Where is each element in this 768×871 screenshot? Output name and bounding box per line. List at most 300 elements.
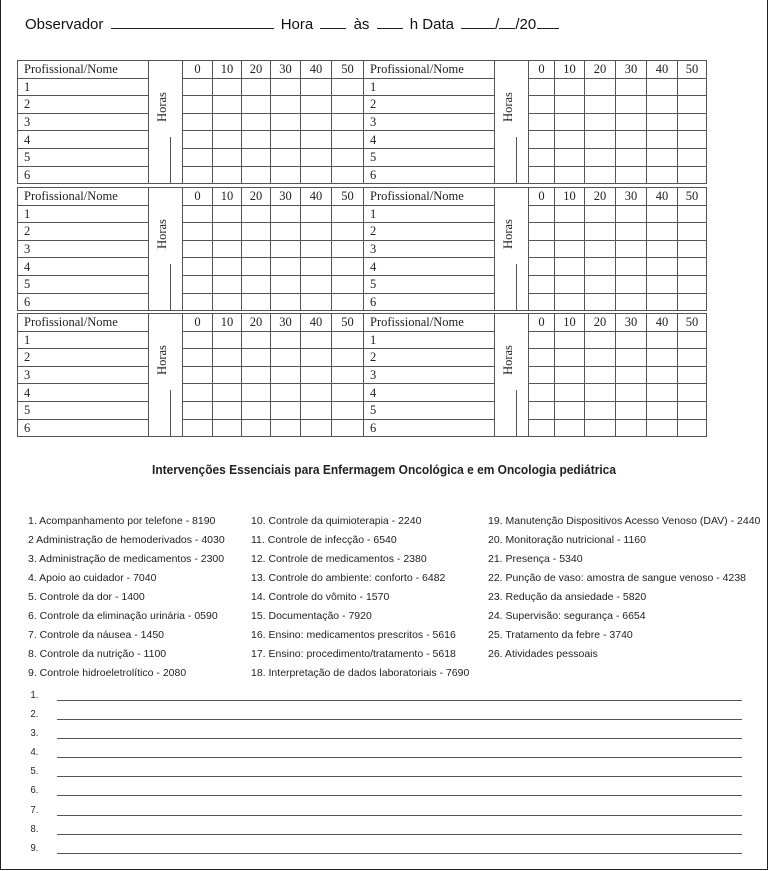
time-slot-cell[interactable] [529, 223, 555, 241]
time-slot-cell[interactable] [242, 148, 271, 166]
time-slot-cell[interactable] [183, 223, 213, 241]
time-slot-cell[interactable] [678, 166, 707, 184]
horas-label: Horas [155, 345, 170, 375]
table-row [18, 240, 364, 258]
time-slot-cell[interactable] [271, 166, 301, 184]
time-slot-cell[interactable] [242, 113, 271, 131]
time-slot-cell[interactable] [213, 419, 242, 437]
professional-name-cell[interactable]: 3 [18, 113, 149, 131]
table-row [364, 131, 707, 149]
time-slot-cell[interactable] [678, 205, 707, 223]
time-slot-cell[interactable] [529, 275, 555, 293]
time-slot-cell[interactable] [301, 113, 332, 131]
time-slot-cell[interactable] [647, 366, 678, 384]
time-slot-cell[interactable] [555, 223, 585, 241]
time-slot-cell[interactable] [616, 96, 647, 114]
time-slot-cell[interactable] [529, 148, 555, 166]
time-slot-cell[interactable] [616, 205, 647, 223]
time-slot-cell[interactable] [616, 148, 647, 166]
time-slot-cell[interactable] [678, 366, 707, 384]
professional-name-cell[interactable]: 5 [364, 275, 495, 293]
time-column-header: 50 [678, 314, 707, 332]
time-slot-cell[interactable] [647, 401, 678, 419]
time-slot-cell[interactable] [585, 131, 616, 149]
professional-name-cell[interactable]: 5 [18, 275, 149, 293]
time-slot-cell[interactable] [213, 366, 242, 384]
time-slot-cell[interactable] [555, 366, 585, 384]
time-slot-cell[interactable] [271, 331, 301, 349]
time-slot-cell[interactable] [332, 384, 364, 402]
professional-name-cell[interactable]: 5 [364, 148, 495, 166]
time-slot-cell[interactable] [332, 419, 364, 437]
intervention-item: 20. Monitoração nutricional - 1160 [488, 534, 646, 546]
professional-name-cell[interactable]: 2 [18, 349, 149, 367]
time-slot-cell[interactable] [585, 419, 616, 437]
note-write-line[interactable] [57, 757, 742, 758]
time-slot-cell[interactable] [301, 258, 332, 276]
time-column-header: 20 [585, 188, 616, 206]
time-slot-cell[interactable] [678, 275, 707, 293]
professional-name-cell[interactable]: 4 [364, 384, 495, 402]
time-slot-cell[interactable] [555, 331, 585, 349]
time-slot-cell[interactable] [529, 205, 555, 223]
time-slot-cell[interactable] [555, 96, 585, 114]
time-slot-cell[interactable] [213, 401, 242, 419]
professional-name-cell[interactable]: 2 [364, 223, 495, 241]
time-slot-cell[interactable] [678, 96, 707, 114]
time-slot-cell[interactable] [585, 275, 616, 293]
professional-name-cell[interactable]: 1 [364, 78, 495, 96]
professional-name-cell[interactable]: 1 [18, 205, 149, 223]
time-slot-cell[interactable] [332, 258, 364, 276]
time-slot-cell[interactable] [555, 240, 585, 258]
time-slot-cell[interactable] [555, 258, 585, 276]
time-slot-cell[interactable] [332, 78, 364, 96]
time-slot-cell[interactable] [332, 366, 364, 384]
time-slot-cell[interactable] [271, 349, 301, 367]
time-slot-cell[interactable] [529, 258, 555, 276]
time-slot-cell[interactable] [678, 240, 707, 258]
time-slot-cell[interactable] [213, 275, 242, 293]
professional-name-cell[interactable]: 3 [364, 366, 495, 384]
time-slot-cell[interactable] [271, 258, 301, 276]
time-slot-cell[interactable] [332, 148, 364, 166]
professional-name-cell[interactable]: 5 [364, 401, 495, 419]
time-slot-cell[interactable] [183, 166, 213, 184]
professional-name-cell[interactable]: 1 [364, 331, 495, 349]
time-slot-cell[interactable] [332, 401, 364, 419]
time-slot-cell[interactable] [271, 419, 301, 437]
time-slot-cell[interactable] [271, 293, 301, 311]
professional-name-cell[interactable]: 1 [18, 78, 149, 96]
professional-name-cell[interactable]: 2 [364, 96, 495, 114]
time-slot-cell[interactable] [213, 331, 242, 349]
time-slot-cell[interactable] [529, 349, 555, 367]
time-slot-cell[interactable] [678, 148, 707, 166]
note-write-line[interactable] [57, 700, 742, 701]
time-slot-cell[interactable] [301, 331, 332, 349]
time-slot-cell[interactable] [529, 131, 555, 149]
time-slot-cell[interactable] [183, 96, 213, 114]
time-slot-cell[interactable] [242, 401, 271, 419]
time-slot-cell[interactable] [183, 148, 213, 166]
professional-name-cell[interactable]: 6 [18, 166, 149, 184]
time-slot-cell[interactable] [271, 205, 301, 223]
time-slot-cell[interactable] [242, 331, 271, 349]
note-line-row [1, 842, 767, 861]
time-slot-cell[interactable] [183, 384, 213, 402]
professional-name-cell[interactable]: 4 [18, 384, 149, 402]
time-slot-cell[interactable] [301, 384, 332, 402]
horas-write-line[interactable] [516, 137, 517, 184]
time-slot-cell[interactable] [616, 366, 647, 384]
time-slot-cell[interactable] [678, 293, 707, 311]
time-slot-cell[interactable] [213, 148, 242, 166]
time-slot-cell[interactable] [213, 258, 242, 276]
time-slot-cell[interactable] [183, 419, 213, 437]
professional-name-cell[interactable]: 2 [18, 223, 149, 241]
time-slot-cell[interactable] [647, 78, 678, 96]
time-slot-cell[interactable] [647, 240, 678, 258]
time-slot-cell[interactable] [529, 384, 555, 402]
time-column-header: 10 [213, 61, 242, 79]
table-row [364, 401, 707, 419]
time-slot-cell[interactable] [301, 366, 332, 384]
time-slot-cell[interactable] [529, 293, 555, 311]
time-slot-cell[interactable] [332, 113, 364, 131]
note-write-line[interactable] [57, 795, 742, 796]
professional-name-cell[interactable]: 4 [364, 131, 495, 149]
time-slot-cell[interactable] [332, 331, 364, 349]
professional-name-cell[interactable]: 4 [364, 258, 495, 276]
time-slot-cell[interactable] [271, 223, 301, 241]
time-slot-cell[interactable] [647, 349, 678, 367]
time-slot-cell[interactable] [585, 293, 616, 311]
time-slot-cell[interactable] [332, 293, 364, 311]
time-slot-cell[interactable] [585, 331, 616, 349]
time-slot-cell[interactable] [271, 131, 301, 149]
time-slot-cell[interactable] [183, 366, 213, 384]
horas-write-line[interactable] [516, 264, 517, 311]
time-slot-cell[interactable] [585, 384, 616, 402]
time-slot-cell[interactable] [647, 96, 678, 114]
time-slot-cell[interactable] [242, 258, 271, 276]
professional-name-cell[interactable]: 5 [18, 401, 149, 419]
time-slot-cell[interactable] [242, 223, 271, 241]
intervention-item: 9. Controle hidroeletrolítico - 2080 [28, 667, 187, 679]
professional-name-cell[interactable]: 6 [364, 293, 495, 311]
time-slot-cell[interactable] [529, 78, 555, 96]
time-slot-cell[interactable] [585, 166, 616, 184]
time-slot-cell[interactable] [529, 96, 555, 114]
time-slot-cell[interactable] [585, 148, 616, 166]
time-slot-cell[interactable] [529, 419, 555, 437]
time-slot-cell[interactable] [301, 275, 332, 293]
professional-name-cell[interactable]: 6 [364, 419, 495, 437]
time-slot-cell[interactable] [616, 78, 647, 96]
table-row [364, 419, 707, 437]
time-slot-cell[interactable] [678, 258, 707, 276]
time-slot-cell[interactable] [647, 223, 678, 241]
time-slot-cell[interactable] [242, 419, 271, 437]
time-slot-cell[interactable] [213, 223, 242, 241]
time-slot-cell[interactable] [271, 240, 301, 258]
note-line-number: 4. [30, 746, 39, 759]
time-slot-cell[interactable] [616, 275, 647, 293]
time-slot-cell[interactable] [585, 401, 616, 419]
time-slot-cell[interactable] [678, 113, 707, 131]
time-slot-cell[interactable] [332, 205, 364, 223]
intervention-item: 21. Presença - 5340 [488, 553, 583, 565]
time-slot-cell[interactable] [678, 223, 707, 241]
time-slot-cell[interactable] [647, 148, 678, 166]
time-slot-cell[interactable] [332, 96, 364, 114]
time-slot-cell[interactable] [616, 240, 647, 258]
professional-name-cell[interactable]: 6 [364, 166, 495, 184]
professional-name-cell[interactable]: 3 [364, 113, 495, 131]
time-slot-cell[interactable] [647, 293, 678, 311]
time-slot-cell[interactable] [242, 275, 271, 293]
professional-name-cell[interactable]: 1 [364, 205, 495, 223]
time-slot-cell[interactable] [616, 401, 647, 419]
time-slot-cell[interactable] [271, 384, 301, 402]
time-slot-cell[interactable] [332, 275, 364, 293]
name-column-header: Profissional/Nome [364, 61, 495, 79]
time-slot-cell[interactable] [301, 166, 332, 184]
time-slot-cell[interactable] [529, 331, 555, 349]
note-write-line[interactable] [57, 853, 742, 854]
time-slot-cell[interactable] [616, 419, 647, 437]
time-slot-cell[interactable] [555, 166, 585, 184]
time-slot-cell[interactable] [183, 349, 213, 367]
time-slot-cell[interactable] [213, 113, 242, 131]
time-slot-cell[interactable] [555, 293, 585, 311]
time-slot-cell[interactable] [242, 205, 271, 223]
time-slot-cell[interactable] [616, 131, 647, 149]
time-slot-cell[interactable] [555, 419, 585, 437]
hour-start-field[interactable] [320, 14, 346, 29]
time-slot-cell[interactable] [616, 293, 647, 311]
time-slot-cell[interactable] [301, 293, 332, 311]
time-slot-cell[interactable] [183, 331, 213, 349]
intervention-item: 22. Punção de vaso: amostra de sangue venoso - 4238 [488, 572, 747, 584]
professional-name-cell[interactable]: 6 [18, 419, 149, 437]
time-slot-cell[interactable] [242, 96, 271, 114]
time-slot-cell[interactable] [678, 401, 707, 419]
time-slot-cell[interactable] [529, 366, 555, 384]
date-year-field[interactable] [537, 14, 559, 29]
time-slot-cell[interactable] [242, 78, 271, 96]
time-slot-cell[interactable] [242, 131, 271, 149]
time-slot-cell[interactable] [555, 78, 585, 96]
time-slot-cell[interactable] [183, 113, 213, 131]
time-slot-cell[interactable] [616, 349, 647, 367]
time-slot-cell[interactable] [555, 205, 585, 223]
time-slot-cell[interactable] [242, 293, 271, 311]
time-slot-cell[interactable] [271, 275, 301, 293]
note-write-line[interactable] [57, 719, 742, 720]
time-slot-cell[interactable] [242, 240, 271, 258]
note-write-line[interactable] [57, 834, 742, 835]
time-slot-cell[interactable] [585, 205, 616, 223]
time-slot-cell[interactable] [585, 113, 616, 131]
time-slot-cell[interactable] [585, 366, 616, 384]
horas-write-line[interactable] [170, 137, 171, 184]
time-column-header: 50 [332, 188, 364, 206]
professional-name-cell[interactable]: 1 [18, 331, 149, 349]
time-slot-cell[interactable] [616, 331, 647, 349]
professional-name-cell[interactable]: 6 [18, 293, 149, 311]
time-slot-cell[interactable] [183, 401, 213, 419]
observer-field[interactable] [111, 14, 274, 29]
professional-name-cell[interactable]: 5 [18, 148, 149, 166]
time-slot-cell[interactable] [678, 349, 707, 367]
time-slot-cell[interactable] [301, 401, 332, 419]
note-line-row [1, 727, 767, 746]
horas-write-line[interactable] [516, 390, 517, 437]
horas-write-line[interactable] [170, 264, 171, 311]
time-slot-cell[interactable] [678, 131, 707, 149]
professional-name-cell[interactable]: 4 [18, 131, 149, 149]
time-slot-cell[interactable] [242, 166, 271, 184]
time-slot-cell[interactable] [271, 366, 301, 384]
time-slot-cell[interactable] [647, 205, 678, 223]
time-slot-cell[interactable] [301, 131, 332, 149]
time-slot-cell[interactable] [213, 384, 242, 402]
time-slot-cell[interactable] [213, 96, 242, 114]
time-slot-cell[interactable] [301, 205, 332, 223]
time-slot-cell[interactable] [301, 240, 332, 258]
time-slot-cell[interactable] [555, 384, 585, 402]
time-slot-cell[interactable] [271, 148, 301, 166]
time-slot-cell[interactable] [647, 384, 678, 402]
professional-name-cell[interactable]: 3 [18, 366, 149, 384]
time-slot-cell[interactable] [271, 113, 301, 131]
time-slot-cell[interactable] [647, 331, 678, 349]
time-slot-cell[interactable] [616, 113, 647, 131]
time-slot-cell[interactable] [647, 275, 678, 293]
time-slot-cell[interactable] [529, 113, 555, 131]
time-slot-cell[interactable] [301, 349, 332, 367]
time-slot-cell[interactable] [555, 131, 585, 149]
time-slot-cell[interactable] [183, 275, 213, 293]
time-slot-cell[interactable] [271, 401, 301, 419]
time-slot-cell[interactable] [242, 349, 271, 367]
note-line-number: 3. [30, 727, 39, 740]
name-column-header: Profissional/Nome [18, 61, 149, 79]
time-slot-cell[interactable] [301, 78, 332, 96]
time-slot-cell[interactable] [332, 166, 364, 184]
time-slot-cell[interactable] [585, 240, 616, 258]
time-slot-cell[interactable] [678, 384, 707, 402]
time-slot-cell[interactable] [213, 166, 242, 184]
time-slot-cell[interactable] [213, 240, 242, 258]
time-slot-cell[interactable] [301, 148, 332, 166]
time-slot-cell[interactable] [555, 275, 585, 293]
time-column-header: 50 [678, 188, 707, 206]
time-slot-cell[interactable] [271, 78, 301, 96]
time-slot-cell[interactable] [555, 401, 585, 419]
time-slot-cell[interactable] [332, 223, 364, 241]
professional-name-cell[interactable]: 3 [18, 240, 149, 258]
time-slot-cell[interactable] [242, 366, 271, 384]
date-day-field[interactable] [461, 14, 495, 29]
time-slot-cell[interactable] [332, 131, 364, 149]
time-slot-cell[interactable] [301, 419, 332, 437]
time-slot-cell[interactable] [647, 258, 678, 276]
time-slot-cell[interactable] [616, 384, 647, 402]
professional-name-cell[interactable]: 2 [364, 349, 495, 367]
time-slot-cell[interactable] [647, 419, 678, 437]
note-line-row [1, 765, 767, 784]
time-slot-cell[interactable] [585, 258, 616, 276]
time-slot-cell[interactable] [213, 349, 242, 367]
note-write-line[interactable] [57, 815, 742, 816]
time-slot-cell[interactable] [678, 331, 707, 349]
time-slot-cell[interactable] [183, 258, 213, 276]
intervention-item: 8. Controle da nutrição - 1100 [28, 648, 167, 660]
professional-name-cell[interactable]: 2 [18, 96, 149, 114]
time-slot-cell[interactable] [242, 384, 271, 402]
time-slot-cell[interactable] [183, 131, 213, 149]
horas-label: Horas [501, 345, 516, 375]
hour-end-field[interactable] [377, 14, 403, 29]
time-slot-cell[interactable] [183, 293, 213, 311]
time-slot-cell[interactable] [529, 401, 555, 419]
time-slot-cell[interactable] [271, 96, 301, 114]
time-slot-cell[interactable] [301, 223, 332, 241]
time-slot-cell[interactable] [301, 96, 332, 114]
time-slot-cell[interactable] [529, 240, 555, 258]
time-slot-cell[interactable] [585, 96, 616, 114]
time-column-header: 0 [529, 188, 555, 206]
time-slot-cell[interactable] [585, 223, 616, 241]
professional-name-cell[interactable]: 3 [364, 240, 495, 258]
time-slot-cell[interactable] [678, 419, 707, 437]
observation-header [25, 14, 562, 33]
time-slot-cell[interactable] [332, 349, 364, 367]
time-slot-cell[interactable] [678, 78, 707, 96]
time-slot-cell[interactable] [183, 205, 213, 223]
time-slot-cell[interactable] [647, 131, 678, 149]
time-slot-cell[interactable] [183, 240, 213, 258]
time-slot-cell[interactable] [555, 349, 585, 367]
horas-write-line[interactable] [170, 390, 171, 437]
time-slot-cell[interactable] [332, 240, 364, 258]
time-slot-cell[interactable] [647, 166, 678, 184]
time-slot-cell[interactable] [213, 78, 242, 96]
time-slot-cell[interactable] [616, 223, 647, 241]
note-write-line[interactable] [57, 776, 742, 777]
time-slot-cell[interactable] [616, 258, 647, 276]
time-slot-cell[interactable] [555, 113, 585, 131]
time-slot-cell[interactable] [213, 131, 242, 149]
date-month-field[interactable] [499, 14, 515, 29]
time-slot-cell[interactable] [585, 78, 616, 96]
time-slot-cell[interactable] [555, 148, 585, 166]
professional-name-cell[interactable]: 4 [18, 258, 149, 276]
horas-cell [149, 314, 183, 437]
time-slot-cell[interactable] [213, 205, 242, 223]
time-slot-cell[interactable] [183, 78, 213, 96]
horas-cell [149, 61, 183, 184]
time-slot-cell[interactable] [585, 349, 616, 367]
note-write-line[interactable] [57, 738, 742, 739]
time-slot-cell[interactable] [616, 166, 647, 184]
time-slot-cell[interactable] [529, 166, 555, 184]
time-slot-cell[interactable] [213, 293, 242, 311]
time-slot-cell[interactable] [647, 113, 678, 131]
